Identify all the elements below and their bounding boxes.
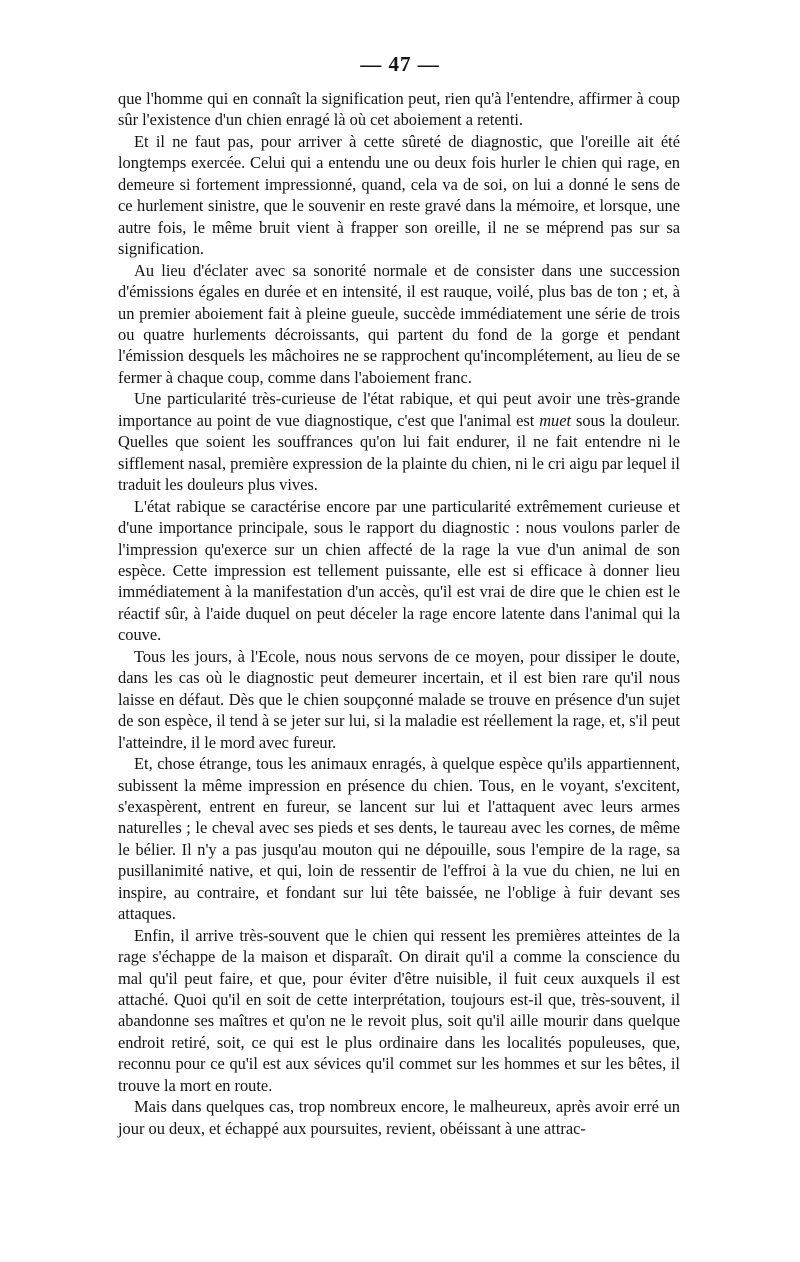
paragraph-3: Au lieu d'éclater avec sa sonorité normale et de consister dans une succession d'émissions égales en durée et en intensité, il est rauque, voilé, plus bas de ton ; et, à un premier aboiement fait à pleine gueule, succède immédiatement une série de trois ou quatre hurlements décroissants, qui partent du fond de la gorge et pendant l'émission desquels les mâchoires ne se rapprochent qu'incomplétement, au lieu de se fermer à chaque coup, comme dans l'aboiement franc. — [118, 260, 680, 387]
paragraph-6: Tous les jours, à l'Ecole, nous nous servons de ce moyen, pour dissiper le doute, dans les cas où le diagnostic peut demeurer incertain, et il est bien rare qu'il nous laisse en défaut. Dès que le chien soupçonné malade se trouve en présence d'un sujet de son espèce, il tend à se jeter sur lui, si la maladie est réellement la rage, et, s'il peut l'atteindre, il le mord avec fureur. — [118, 646, 680, 752]
paragraph-8: Enfin, il arrive très-souvent que le chien qui ressent les premières atteintes de la rage s'échappe de la maison et disparaît. On dirait qu'il a comme la conscience du mal qu'il peut faire, et que, pour éviter d'être nuisible, il fuit ceux auxquels il est attaché. Quoi qu'il en soit de cette interprétation, toujours est-il que, très-souvent, il abandonne ses maîtres et qu'on ne le revoit plus, soit qu'il aille mourir dans quelque endroit retiré, soit, ce qui est le plus ordinaire dans les localités populeuses, que, reconnu pour ce qu'il est aux sévices qu'il commet sur les hommes et sur les bêtes, il trouve la mort en route. — [118, 925, 680, 1095]
paragraph-5: L'état rabique se caractérise encore par une particularité extrêmement curieuse et d'une importance principale, sous le rapport du diagnostic : nous voulons parler de l'impression qu'exerce sur un chien affecté de la rage la vue d'un animal de son espèce. Cette impression est tellement puissante, elle est si efficace à donner lieu immédiatement à la manifestation d'un accès, qu'il est vrai de dire que le chien est le réactif sûr, à l'aide duquel on peut déceler la rage encore latente dans l'animal qui la couve. — [118, 496, 680, 645]
paragraph-4-emphasis: muet — [539, 410, 572, 430]
paragraph-1: que l'homme qui en connaît la signification peut, rien qu'à l'entendre, affirmer à coup sûr l'existence d'un chien enragé là où cet aboiement a retenti. — [118, 89, 680, 130]
paragraph-4 — [118, 388, 680, 495]
paragraph-2: Et il ne faut pas, pour arriver à cette sûreté de diagnostic, que l'oreille ait été longtemps exercée. Celui qui a entendu une ou deux fois hurler le chien qui rage, en demeure si fortement impressionné, quand, cela va de soi, on lui a donné le sens de ce hurlement sinistre, que le souvenir en reste gravé dans la mémoire, et lorsque, une autre fois, le même bruit vient à frapper son oreille, il ne se méprend pas sur sa signification. — [118, 131, 680, 259]
paragraph-9: Mais dans quelques cas, trop nombreux encore, le malheureux, après avoir erré un jour ou deux, et échappé aux poursuites, revient, obéissant à une attrac- — [118, 1097, 680, 1138]
page-body — [118, 88, 680, 1139]
paragraph-4-text-before: Une particularité très-curieuse de l'état rabique, et qui peut avoir une très-grande importance au point de vue diagnostique, c'est que l'animal est — [118, 389, 680, 430]
paragraph-7: Et, chose étrange, tous les animaux enragés, à quelque espèce qu'ils appartiennent, subissent la même impression en présence du chien. Tous, en le voyant, s'excitent, s'exaspèrent, entrent en fureur, se lancent sur lui et l'attaquent avec leurs armes naturelles ; le cheval avec ses pieds et ses dents, le taureau avec les cornes, de même le bélier. Il n'y a pas jusqu'au mouton qui ne dépouille, sous l'empire de la rage, sa pusillanimité native, et qui, loin de ressentir de l'effroi à la vue du chien, ne lui en inspire, au contraire, et fondant sur lui tête baissée, ne l'oblige à fuir devant ses attaques. — [118, 754, 680, 924]
paragraph-4-text-after: sous la douleur. Quelles que soient les souffrances qu'on lui fait endurer, il ne fait entendre ni le sifflement nasal, première expression de la plainte du chien, ni le cri aigu par lequel il traduit les douleurs plus vives. — [118, 410, 681, 495]
page-number-header: — 47 — — [360, 52, 440, 76]
